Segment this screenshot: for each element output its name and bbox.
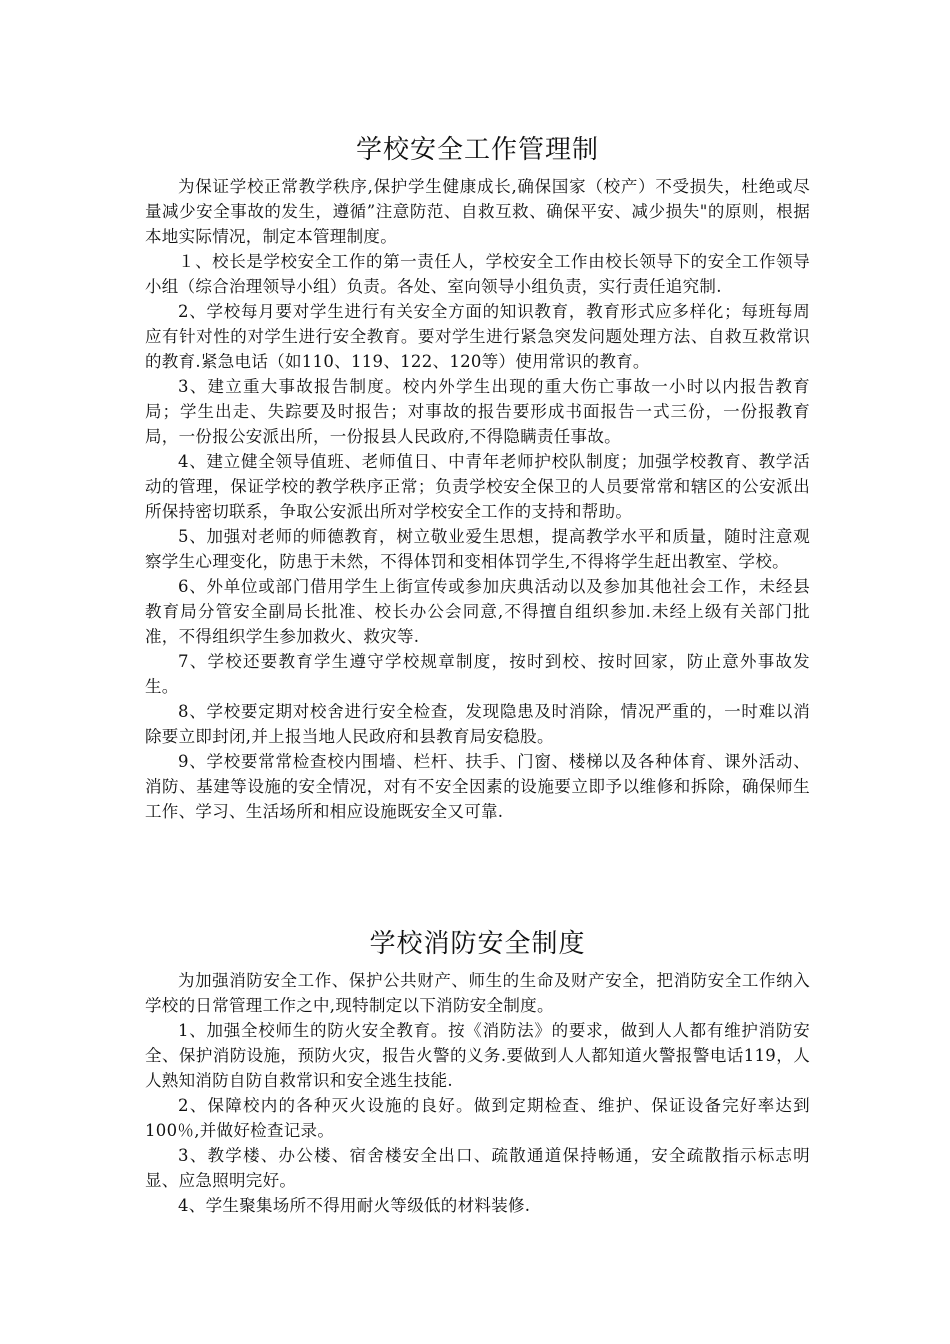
rule-paragraph: 4、建立健全领导值班、老师值日、中青年老师护校队制度；加强学校教育、教学活动的管理，保证学校的教学秩序正常；负责学校安全保卫的人员要常常和辖区的公安派出所保持密切联系，争取公安派出所对学校安全工作的支持和帮助。 xyxy=(145,452,810,521)
rule-paragraph: 4、学生聚集场所不得用耐火等级低的材料装修. xyxy=(178,1196,531,1215)
section-title: 学校安全工作管理制 xyxy=(355,135,599,165)
rule-paragraph: 3、建立重大事故报告制度。校内外学生出现的重大伤亡事故一小时以内报告教育局；学生出走、失踪要及时报告；对事故的报告要形成书面报告一式三份，一份报教育局，一份报公安派出所，一份报县人民政府,不得隐瞒责任事故。 xyxy=(145,377,810,446)
rule-paragraph: 2、保障校内的各种灭火设施的良好。做到定期检查、维护、保证设备完好率达到100％,并做好检查记录。 xyxy=(145,1096,810,1140)
fire-safety-section xyxy=(145,926,810,1218)
rule-paragraph: １、校长是学校安全工作的第一责任人，学校安全工作由校长领导下的安全工作领导小组（综合治理领导小组）负责。各处、室向领导小组负责，实行责任追究制. xyxy=(145,252,810,296)
rule-paragraph: 2、学校每月要对学生进行有关安全方面的知识教育，教育形式应多样化；每班每周应有针对性的对学生进行安全教育。要对学生进行紧急突发问题处理方法、自救互救常识的教育.紧急电话（如110、119、122、120等）使用常识的教育。 xyxy=(145,302,810,371)
intro-paragraph: 为加强消防安全工作、保护公共财产、师生的生命及财产安全，把消防安全工作纳入学校的日常管理工作之中,现特制定以下消防安全制度。 xyxy=(145,971,810,1015)
rule-paragraph: 7、学校还要教育学生遵守学校规章制度，按时到校、按时回家，防止意外事故发生。 xyxy=(145,652,810,696)
rule-paragraph: 6、外单位或部门借用学生上街宣传或参加庆典活动以及参加其他社会工作，未经县教育局分管安全副局长批准、校长办公会同意,不得擅自组织参加.未经上级有关部门批准，不得组织学生参加救火、救灾等. xyxy=(145,577,810,646)
rule-paragraph: 5、加强对老师的师德教育，树立敬业爱生思想，提高教学水平和质量，随时注意观察学生心理变化，防患于未然，不得体罚和变相体罚学生,不得将学生赶出教室、学校。 xyxy=(145,527,810,571)
intro-paragraph: 为保证学校正常教学秩序,保护学生健康成长,确保国家（校产）不受损失，杜绝或尽量减少安全事故的发生，遵循”注意防范、自救互救、确保平安、减少损失"的原则，根据本地实际情况，制定本管理制度。 xyxy=(145,177,810,246)
school-safety-management-section xyxy=(145,132,810,824)
rule-paragraph: 8、学校要定期对校舍进行安全检查，发现隐患及时消除，情况严重的，一时难以消除要立即封闭,并上报当地人民政府和县教育局安稳股。 xyxy=(145,702,810,746)
rule-paragraph: 9、学校要常常检查校内围墙、栏杆、扶手、门窗、楼梯以及各种体育、课外活动、消防、基建等设施的安全情况，对有不安全因素的设施要立即予以维修和拆除，确保师生工作、学习、生活场所和相应设施既安全又可靠. xyxy=(145,752,810,821)
rule-paragraph: 3、教学楼、办公楼、宿舍楼安全出口、疏散通道保持畅通，安全疏散指示标志明显、应急照明完好。 xyxy=(145,1146,810,1190)
rule-paragraph: 1、加强全校师生的防火安全教育。按《消防法》的要求，做到人人都有维护消防安全、保护消防设施，预防火灾，报告火警的义务.要做到人人都知道火警报警电话119，人人熟知消防自防自救常识和安全逃生技能. xyxy=(145,1021,810,1090)
section-title: 学校消防安全制度 xyxy=(369,929,586,959)
